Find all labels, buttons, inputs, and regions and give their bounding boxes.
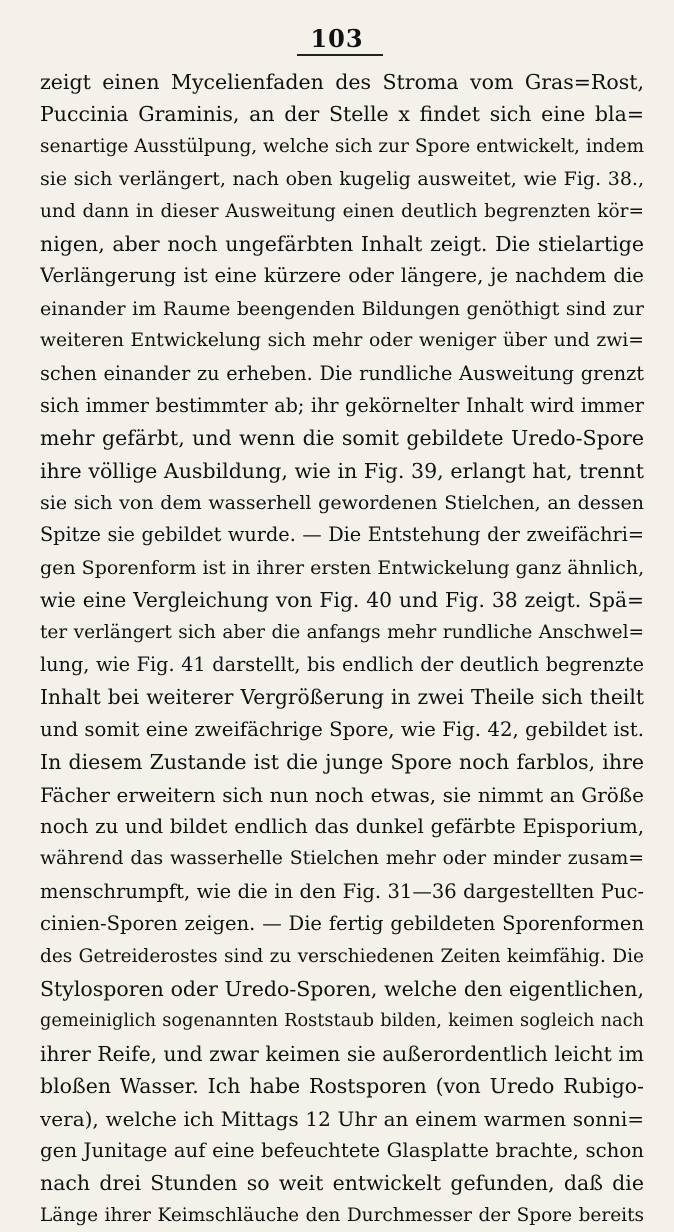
text-line: einander im Raume beengenden Bildungen genöthigt sind zur — [40, 297, 644, 320]
text-line: ter verlängert sich aber die anfangs mehr rundliche Anschwel= — [40, 621, 644, 643]
text-line: und somit eine zweifächrige Spore, wie Fig. 42, gebildet ist. — [40, 717, 644, 741]
text-line: senartige Ausstülpung, welche sich zur Spore entwickelt, indem — [40, 135, 644, 157]
text-line: vera), welche ich Mittags 12 Uhr an einem warmen sonni= — [40, 1106, 644, 1131]
text-line: noch zu und bildet endlich das dunkel gefärbte Episporium, — [40, 814, 644, 838]
header-rule — [297, 54, 383, 56]
text-line: cinien-Sporen zeigen. — Die fertig gebildeten Sporenformen — [40, 912, 644, 936]
text-line: gemeiniglich sogenannten Roststaub bilden, keimen sogleich nach — [40, 1011, 644, 1032]
text-line: ihrer Reife, und zwar keimen sie außerordentlich leicht im — [40, 1041, 644, 1066]
text-line: menschrumpft, wie die in den Fig. 31—36 dargestellten Puc- — [40, 879, 644, 903]
text-line: lung, wie Fig. 41 darstellt, bis endlich der deutlich begrenzte — [40, 653, 644, 677]
text-line: Spitze sie gebildet wurde. — Die Entstehung der zweifächri= — [40, 523, 644, 547]
text-line: bloßen Wasser. Ich habe Rostsporen (von Uredo Rubigo- — [40, 1074, 644, 1099]
text-line: mehr gefärbt, und wenn die somit gebildete Uredo-Spore — [40, 426, 644, 451]
text-line: schen einander zu erheben. Die rundliche Ausweitung grenzt — [40, 361, 644, 385]
text-line: weiteren Entwickelung sich mehr oder weniger über und zwi= — [40, 330, 644, 352]
text-line: In diesem Zustande ist die junge Spore noch farblos, ihre — [40, 750, 644, 775]
text-line: wie eine Vergleichung von Fig. 40 und Fig. 38 zeigt. Spä= — [40, 588, 644, 613]
body-text — [40, 66, 644, 1232]
text-line: zeigt einen Mycelienfaden des Stroma vom Gras=Rost, — [40, 70, 644, 94]
text-line: ihre völlige Ausbildung, wie in Fig. 39, erlangt hat, trennt — [40, 458, 644, 483]
text-line: nigen, aber noch ungefärbten Inhalt zeigt. Die stielartige — [40, 231, 644, 256]
text-line: sich immer bestimmter ab; ihr gekörnelter Inhalt wird immer — [40, 393, 644, 417]
text-line: des Getreiderostes sind zu verschiedenen Zeiten keimfähig. Die — [40, 945, 644, 967]
text-line: sie sich von dem wasserhell gewordenen Stielchen, an dessen — [40, 492, 644, 515]
text-line: Inhalt bei weiterer Vergrößerung in zwei Theile sich theilt — [40, 685, 644, 710]
text-line: während das wasserhelle Stielchen mehr oder minder zusam= — [40, 848, 644, 870]
text-line: gen Junitage auf eine befeuchtete Glasplatte brachte, schon — [40, 1138, 644, 1162]
text-line: Puccinia Graminis, an der Stelle x findet sich eine bla= — [40, 102, 644, 127]
text-line: Verlängerung ist eine kürzere oder längere, je nachdem die — [40, 264, 644, 288]
text-line: sie sich verlängert, nach oben kugelig ausweitet, wie Fig. 38., — [40, 168, 644, 191]
text-line: gen Sporenform ist in ihrer ersten Entwickelung ganz ähnlich, — [40, 556, 644, 579]
text-line: und dann in dieser Ausweitung einen deutlich begrenzten kör= — [40, 200, 644, 222]
text-line: Stylosporen oder Uredo-Sporen, welche den eigentlichen, — [40, 976, 644, 1001]
page-number: 103 — [310, 24, 364, 53]
text-line: nach drei Stunden so weit entwickelt gefunden, daß die — [40, 1171, 644, 1196]
text-line: Länge ihrer Keimschläuche den Durchmesser der Spore bereits — [40, 1204, 644, 1226]
text-line: Fächer erweitern sich nun noch etwas, sie nimmt an Größe — [40, 782, 644, 807]
